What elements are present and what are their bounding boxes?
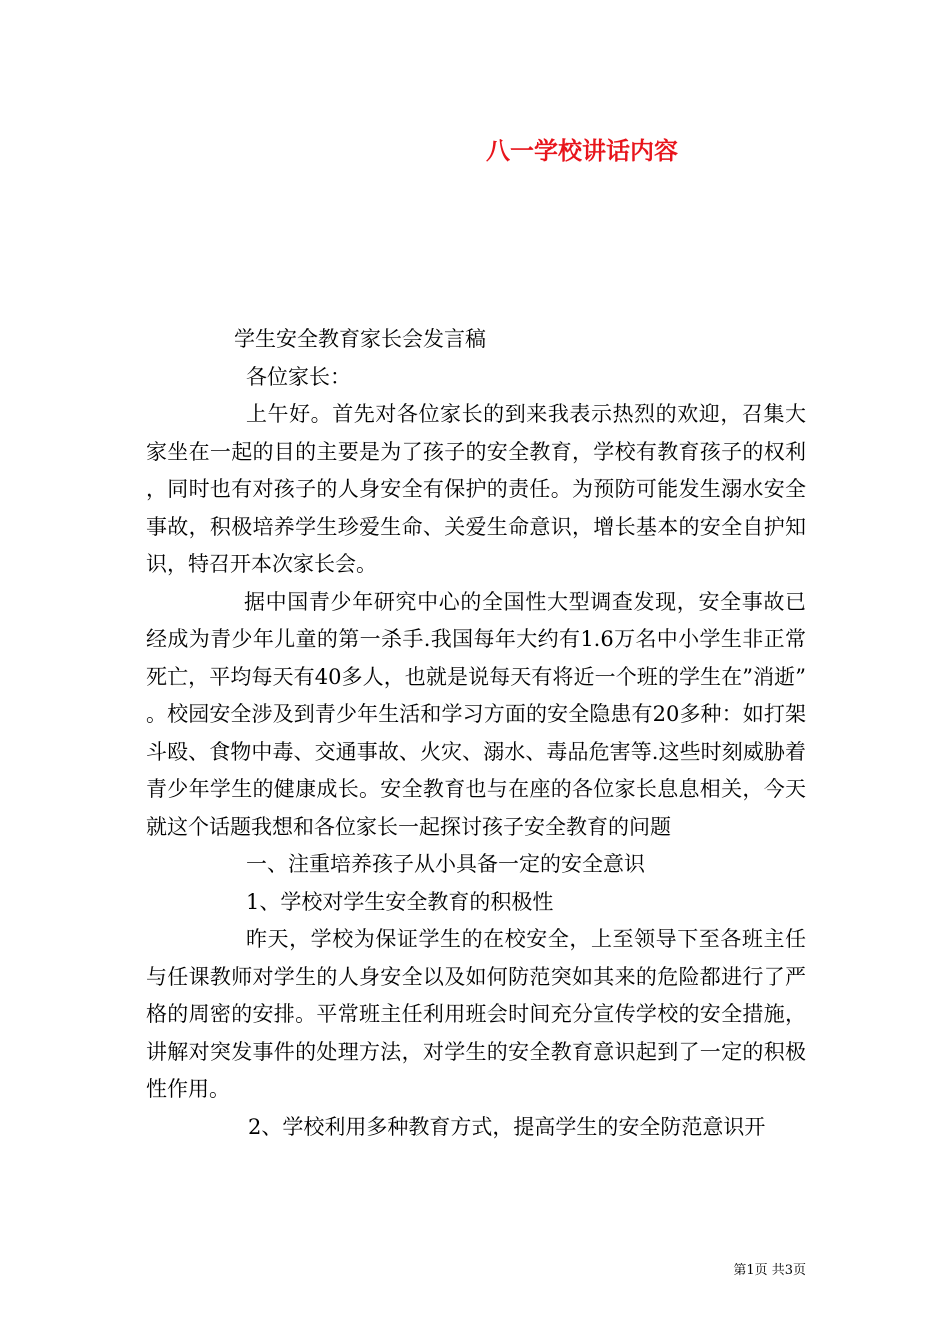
- body-paragraph-survey: 据中国青少年研究中心的全国性大型调查发现，安全事故已经成为青少年儿童的第一杀手.我国每年大约有1.6万名中小学生非正常死亡，平均每天有40多人，也就是说每天有将近一个班的学生在”消逝”。校园安全涉及到青少年生活和学习方面的安全隐患有20多种：如打架斗殴、食物中毒、交通事故、火灾、溺水、毒品危害等.这些时刻威胁着青少年学生的健康成长。安全教育也与在座的各位家长息息相关，今天就这个话题我想和各位家长一起探讨孩子安全教育的问题: [146, 589, 806, 839]
- subsection-heading-2: 2、学校利用多种教育方式，提高学生的安全防范意识开: [248, 1114, 766, 1139]
- body-paragraph-school: 昨天，学校为保证学生的在校安全，上至领导下至各班主任与任课教师对学生的人身安全以及如何防范突如其来的危险都进行了严格的周密的安排。平常班主任利用班会时间充分宣传学校的安全措施，讲解对突发事件的处理方法，对学生的安全教育意识起到了一定的积极性作用。: [146, 927, 806, 1101]
- subtitle-paragraph: 学生安全教育家长会发言稿: [234, 327, 486, 351]
- body-paragraph-greeting: 上午好。首先对各位家长的到来我表示热烈的欢迎，召集大家坐在一起的目的主要是为了孩子的安全教育，学校有教育孩子的权利，同时也有对孩子的人身安全有保护的责任。为预防可能发生溺水安全事故，积极培养学生珍爱生命、关爱生命意识，增长基本的安全自护知识，特召开本次家长会。: [146, 402, 806, 576]
- page-number: 第1页 共3页: [733, 1263, 806, 1278]
- salutation-paragraph: 各位家长：: [246, 364, 351, 389]
- page-title: 八一学校讲话内容: [486, 136, 678, 165]
- document-body: [146, 321, 806, 1146]
- section-heading-1: 一、注重培养孩子从小具备一定的安全意识: [246, 852, 645, 876]
- subsection-heading-1: 1、学校对学生安全教育的积极性: [246, 889, 554, 914]
